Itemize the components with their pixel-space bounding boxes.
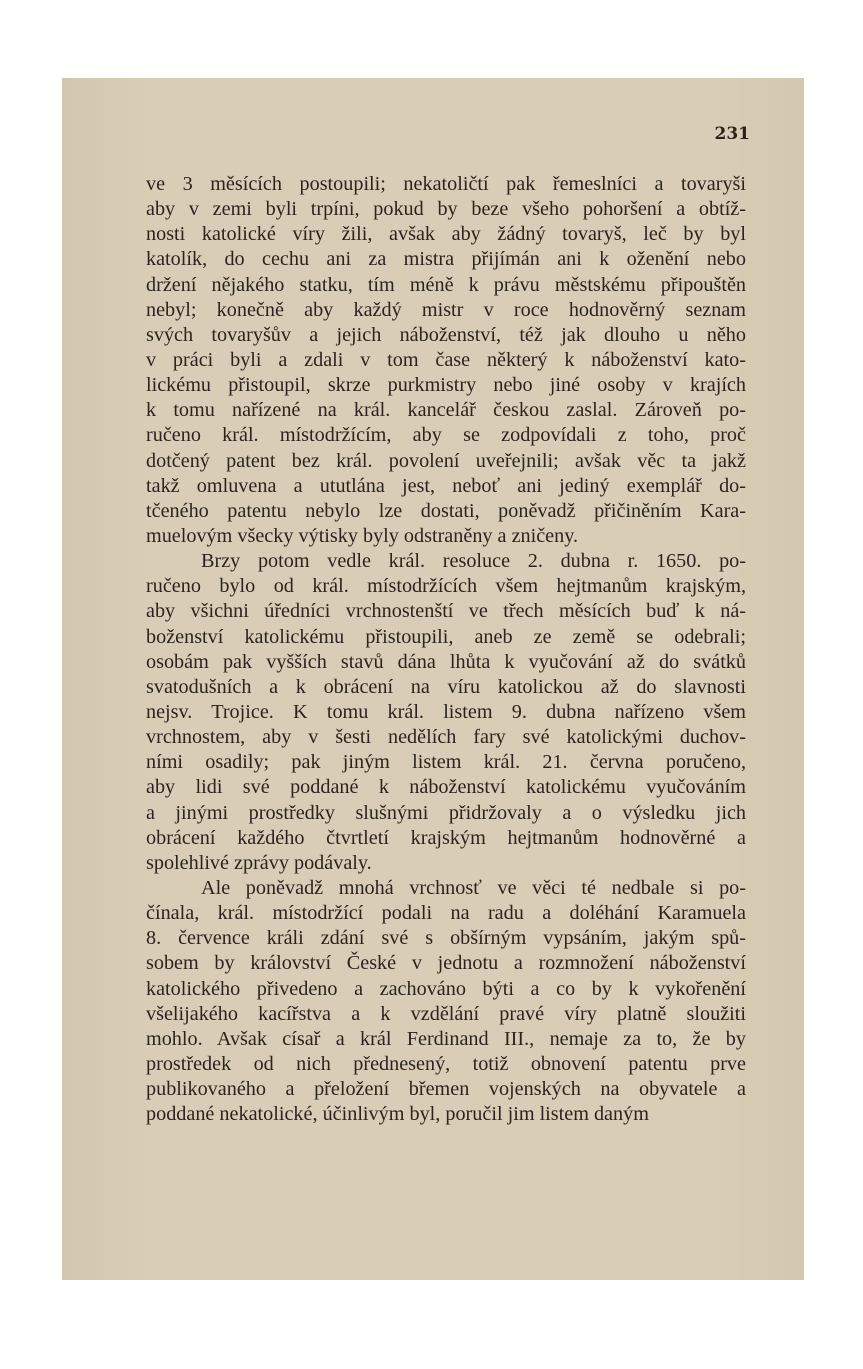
text-line: nejsv. Trojice. K tomu král. listem 9. dubna nařízeno všem xyxy=(146,700,746,723)
text-line: obrácení každého čtvrtletí krajským hejtmanům hodnověrné a xyxy=(146,826,746,849)
text-line: všelijakého kacířstva a k vzdělání pravé víry platně sloužiti xyxy=(146,1002,746,1025)
text-line: tčeného patentu nebylo lze dostati, poněvadž přičiněním Kara- xyxy=(146,499,746,522)
page-text xyxy=(146,172,746,1127)
text-line: katolík, do cechu ani za mistra přijímán ani k oženění nebo xyxy=(146,248,746,271)
text-line: k tomu nařízené na král. kancelář českou zaslal. Zároveň po- xyxy=(146,399,746,422)
text-line: takž omluvena a ututlána jest, neboť ani jediný exemplář do- xyxy=(146,474,746,497)
text-line: svatodušních a k obrácení na víru katolickou až do slavnosti xyxy=(146,675,746,698)
text-line: muelovým všecky výtisky byly odstraněny a zničeny. xyxy=(146,524,579,547)
paragraph xyxy=(146,549,746,876)
text-line: mohlo. Avšak císař a král Ferdinand III., nemaje za to, že by xyxy=(146,1027,746,1050)
text-line: v práci byli a zdali v tom čase některý k náboženství kato- xyxy=(146,348,746,371)
text-line: publikovaného a přeložení břemen vojenských na obyvatele a xyxy=(146,1078,746,1101)
text-line: čínala, král. místodržící podali na radu a doléhání Karamuela xyxy=(146,902,746,925)
text-line: katolického přivedeno a zachováno býti a co by k vykořenění xyxy=(146,977,746,1000)
text-line: svých tovaryšův a jejich náboženství, též jak dlouho u něho xyxy=(146,323,746,346)
text-line: držení nějakého statku, tím méně k právu městskému připouštěn xyxy=(146,273,746,296)
text-line: a jinými prostředky slušnými přidržovaly a o výsledku jich xyxy=(146,801,746,824)
text-line: Ale poněvadž mnohá vrchnosť ve věci té nedbale si po- xyxy=(201,876,746,899)
text-line: 8. července králi zdání své s obšírným vypsáním, jakým spů- xyxy=(146,927,746,950)
text-line: aby lidi své poddané k náboženství katolickému vyučováním xyxy=(146,776,746,799)
paragraph xyxy=(146,876,746,1127)
text-line: prostředek od nich přednesený, totiž obnovení patentu prve xyxy=(146,1052,746,1075)
text-line: spolehlivé zprávy podávaly. xyxy=(146,851,372,874)
text-line: ními osadily; pak jiným listem král. 21. června poručeno, xyxy=(146,751,746,774)
text-line: lickému přistoupil, skrze purkmistry nebo jiné osoby v krajích xyxy=(146,374,746,397)
text-line: Brzy potom vedle král. resoluce 2. dubna r. 1650. po- xyxy=(201,550,746,573)
text-line: osobám pak vyšších stavů dána lhůta k vyučování až do svátků xyxy=(146,650,746,673)
text-line: ručeno král. místodržícím, aby se zodpovídali z toho, proč xyxy=(146,424,746,447)
text-line: nebyl; konečně aby každý mistr v roce hodnověrný seznam xyxy=(146,298,746,321)
book-page xyxy=(62,78,804,1280)
text-line: boženství katolickému přistoupili, aneb ze země se odebrali; xyxy=(146,625,746,648)
text-line: vrchnostem, aby v šesti nedělích fary své katolickými duchov- xyxy=(146,726,746,749)
text-line: ručeno bylo od král. místodržících všem hejtmanům krajským, xyxy=(146,575,746,598)
text-line: ve 3 měsících postoupili; nekatoličtí pak řemeslníci a tovaryši xyxy=(146,173,746,195)
text-line: dotčený patent bez král. povolení uveřejnili; avšak věc ta jakž xyxy=(146,449,746,472)
paragraph xyxy=(146,172,746,549)
text-line: nosti katolické víry žili, avšak aby žádný tovaryš, leč by byl xyxy=(146,223,746,246)
text-line: poddané nekatolické, účinlivým byl, poručil jim listem daným xyxy=(146,1103,649,1126)
page-number: 231 xyxy=(714,124,750,144)
text-line: sobem by království České v jednotu a rozmnožení náboženství xyxy=(146,952,746,975)
text-line: aby v zemi byli trpíni, pokud by beze všeho pohoršení a obtíž- xyxy=(146,198,746,221)
text-line: aby všichni úředníci vrchnostenští ve třech měsících buď k ná- xyxy=(146,600,746,623)
